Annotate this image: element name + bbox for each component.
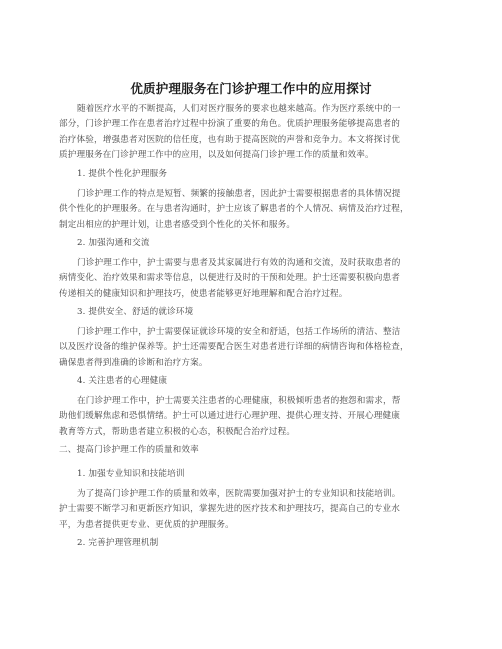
section1-line: 供个性化的护理服务。在与患者沟通时，护士应该了解患者的个人情况、病情及治疗过程，: [59, 204, 409, 215]
section2-line: 病情变化、治疗效果和需求等信息，以便进行及时的干预和处理。护士还需要积极向患者: [59, 273, 401, 284]
subsection2-heading: 2. 完善护理管理机制: [77, 538, 159, 548]
section2-line: 门诊护理工作中，护士需要与患者及其家属进行有效的沟通和交流，及时获取患者的: [77, 258, 401, 268]
section4-line: 教育等方式，帮助患者建立积极的心态，积极配合治疗过程。: [59, 426, 296, 437]
section1-heading: 1. 提供个性化护理服务: [77, 169, 168, 179]
subsection1-line: 为了提高门诊护理工作的质量和效率，医院需要加强对护士的专业知识和技能培训。: [77, 489, 401, 499]
section4-line: 助他们缓解焦虑和恐惧情绪。护士可以通过进行心理护理、提供心理支持、开展心理健康: [59, 411, 401, 422]
section3-line: 以及医疗设备的维护保养等。护士还需要配合医生对患者进行详细的病情咨询和体格检查，: [59, 342, 409, 353]
section1-line: 制定出相应的护理计划，让患者感受到个性化的关怀和服务。: [59, 219, 296, 230]
intro-line: 治疗体验，增强患者对医院的信任度，也有助于提高医院的声誉和竞争力。本文将探讨优: [59, 134, 401, 145]
section1-line: 门诊护理工作的特点是短暂、频繁的接触患者，因此护士需要根据患者的具体情况提: [77, 189, 401, 199]
intro-paragraph: [59, 102, 447, 164]
section3-line: 确保患者得到准确的诊断和治疗方案。: [59, 357, 208, 368]
section4-paragraph: [59, 394, 447, 440]
section3-line: 门诊护理工作中，护士需要保证就诊环境的安全和舒适，包括工作场所的清洁、整洁: [77, 327, 401, 337]
subsection1-paragraph: [59, 487, 447, 533]
section4-heading: 4. 关注患者的心理健康: [77, 376, 168, 386]
intro-line: 质护理服务在门诊护理工作中的应用，以及如何提高门诊护理工作的质量和效率。: [59, 150, 374, 161]
section2-paragraph: [59, 256, 447, 302]
document-title: 优质护理服务在门诊护理工作中的应用探讨: [130, 81, 372, 96]
section1-paragraph: [59, 187, 447, 233]
subsection1-line: 平，为患者提供更专业、更优质的护理服务。: [59, 519, 234, 530]
subsection1-line: 护士需要不断学习和更新医疗知识，掌握先进的医疗技术和护理技巧，提高自己的专业水: [59, 504, 401, 515]
section2-line: 传递相关的健康知识和护理技巧，使患者能够更好地理解和配合治疗过程。: [59, 288, 348, 299]
section3-heading: 3. 提供安全、舒适的就诊环境: [77, 307, 194, 317]
section2-heading: 2. 加强沟通和交流: [77, 238, 150, 248]
section4-line: 在门诊护理工作中，护士需要关注患者的心理健康，积极倾听患者的抱怨和需求，帮: [77, 396, 401, 406]
part2-heading: 二、提高门诊护理工作的质量和效率: [59, 445, 199, 455]
subsection1-heading: 1. 加强专业知识和技能培训: [77, 469, 185, 479]
intro-line: 部分，门诊护理工作在患者治疗过程中扮演了重要的角色。优质护理服务能够提高患者的: [59, 119, 401, 130]
intro-line: 随着医疗水平的不断提高，人们对医疗服务的要求也越来越高。作为医疗系统中的一: [77, 104, 401, 114]
section3-paragraph: [59, 325, 447, 371]
